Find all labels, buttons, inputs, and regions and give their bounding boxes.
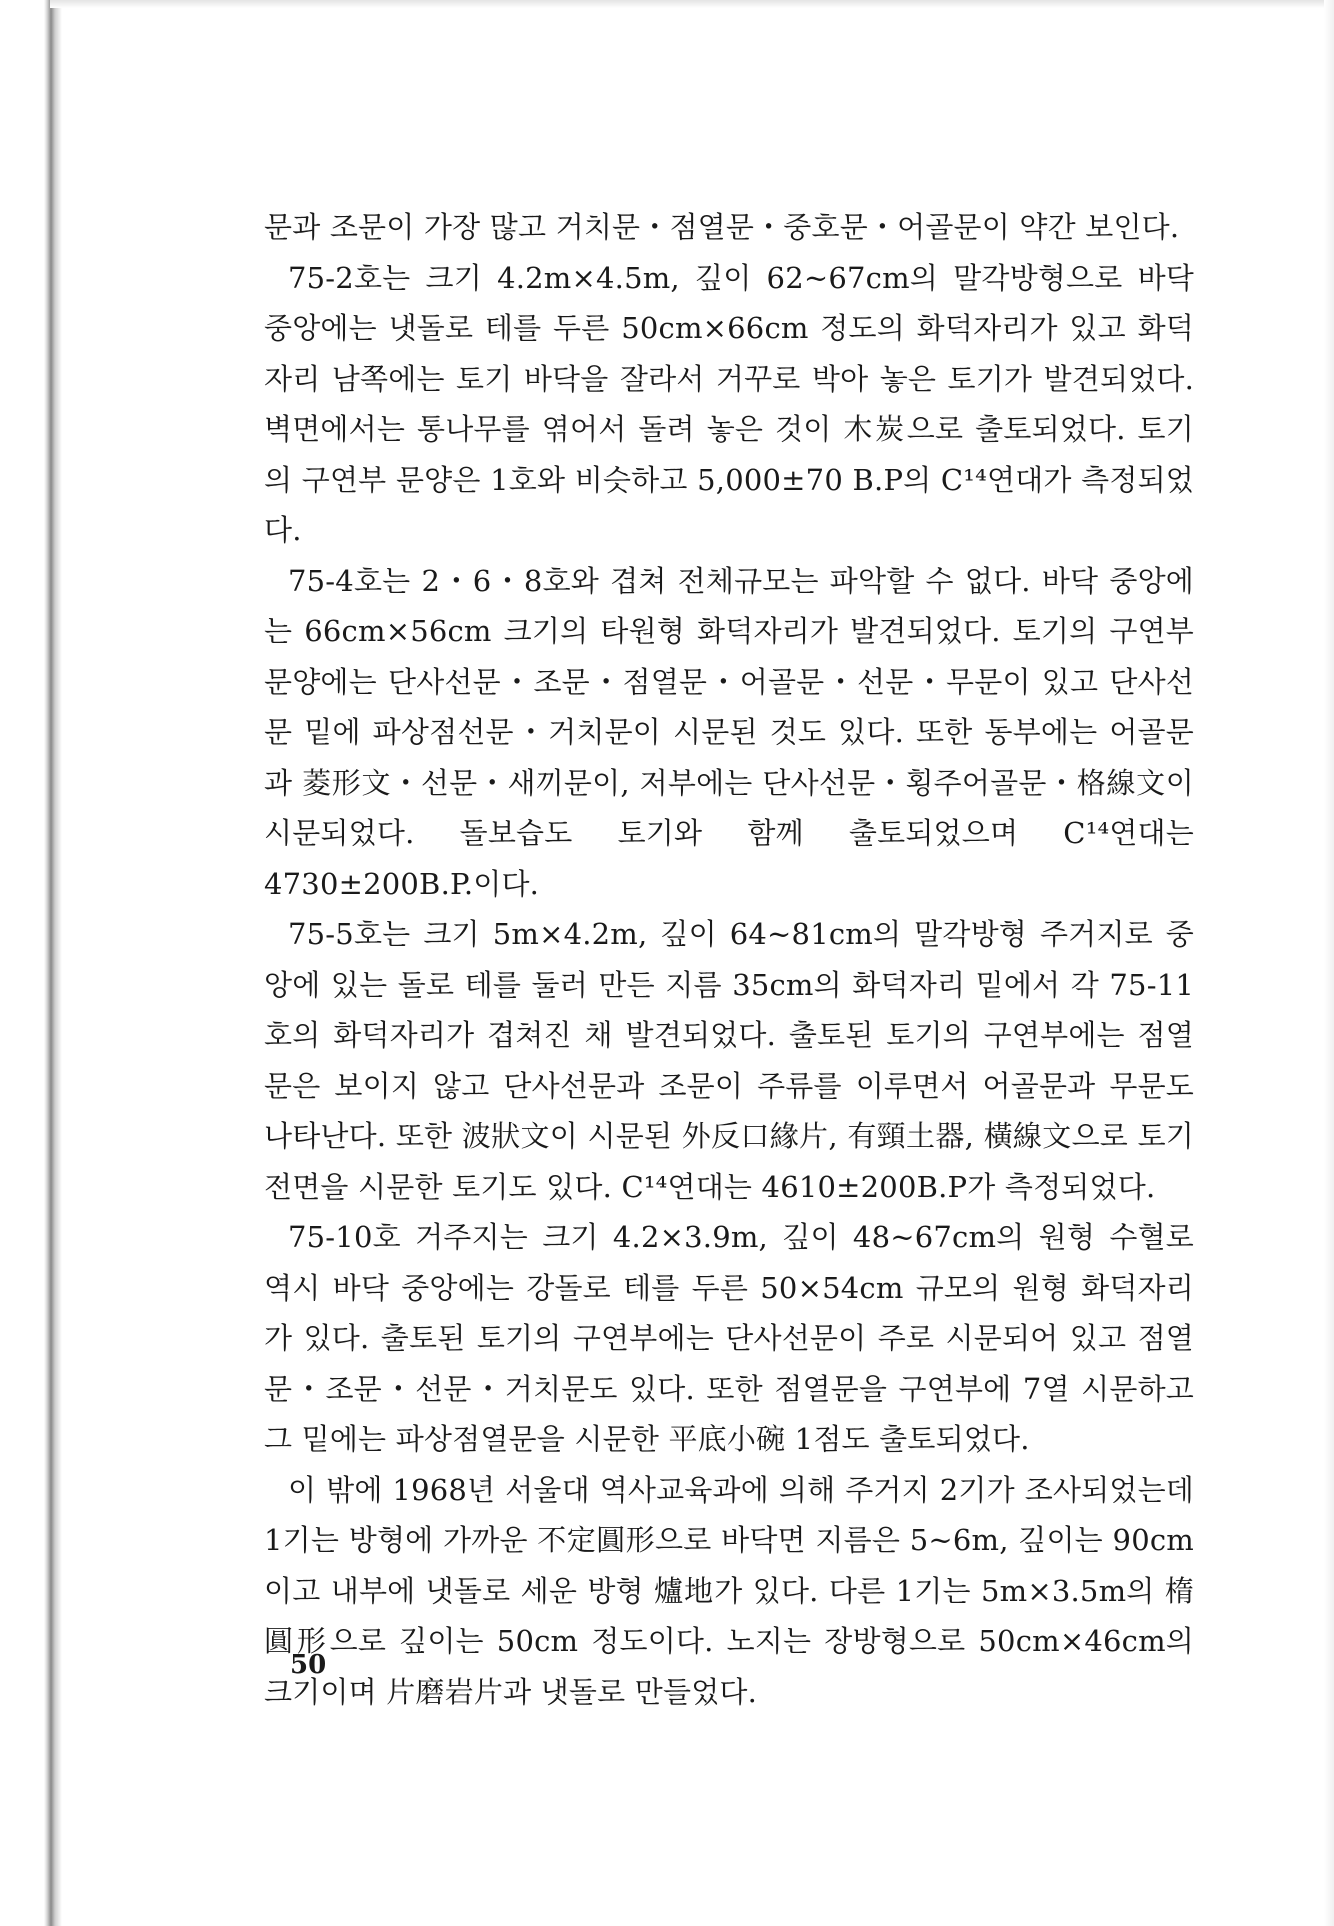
paragraph-house-75-2: 75-2호는 크기 4.2m×4.5m, 깊이 62~67cm의 말각방형으로 바닥 중앙에는 냇돌로 테를 두른 50cm×66cm 정도의 화덕자리가 있고 화덕자리 남쪽에는 토기 바닥을 잘라서 거꾸로 박아 놓은 토기가 발견되었다. 벽면에서는 통나무를 엮어서 돌려 놓은 것이 木炭으로 출토되었다. 토기의 구연부 문양은 1호와 비슷하고 5,000±70 B.P의 C¹⁴연대가 측정되었다. <box>264 260 1194 547</box>
page-number: 50 <box>290 1650 327 1680</box>
body-text <box>264 202 1194 1717</box>
book-spine-shadow <box>0 0 62 1926</box>
paragraph-continuation: 문과 조문이 가장 많고 거치문・점열문・중호문・어골문이 약간 보인다. <box>264 210 1180 244</box>
paragraph-house-75-5: 75-5호는 크기 5m×4.2m, 깊이 64~81cm의 말각방형 주거지로 중앙에 있는 돌로 테를 둘러 만든 지름 35cm의 화덕자리 밑에서 각 75-11호의 화덕자리가 겹쳐진 채 발견되었다. 출토된 토기의 구연부에는 점열문은 보이지 않고 단사선문과 조문이 주류를 이루면서 어골문과 무문도 나타난다. 또한 波狀文이 시문된 外反口緣片, 有頸土器, 橫線文으로 토기 전면을 시문한 토기도 있다. C¹⁴연대는 4610±200B.P가 측정되었다. <box>264 917 1194 1204</box>
page-top-edge <box>50 0 1334 8</box>
page-right-edge <box>1324 0 1334 1926</box>
paragraph-house-75-10: 75-10호 거주지는 크기 4.2×3.9m, 깊이 48~67cm의 원형 수혈로 역시 바닥 중앙에는 강돌로 테를 두른 50×54cm 규모의 원형 화덕자리가 있다. 출토된 토기의 구연부에는 단사선문이 주로 시문되어 있고 점열문・조문・선문・거치문도 있다. 또한 점열문을 구연부에 7열 시문하고 그 밑에는 파상점열문을 시문한 平底小碗 1점도 출토되었다. <box>264 1220 1194 1456</box>
paragraph-1968-survey: 이 밖에 1968년 서울대 역사교육과에 의해 주거지 2기가 조사되었는데 1기는 방형에 가까운 不定圓形으로 바닥면 지름은 5~6m, 깊이는 90cm이고 내부에 냇돌로 세운 방형 爐地가 있다. 다른 1기는 5m×3.5m의 楕圓形으로 깊이는 50cm 정도이다. 노지는 장방형으로 50cm×46cm의 크기이며 片磨岩片과 냇돌로 만들었다. <box>264 1472 1194 1709</box>
paragraph-house-75-4: 75-4호는 2・6・8호와 겹쳐 전체규모는 파악할 수 없다. 바닥 중앙에는 66cm×56cm 크기의 타원형 화덕자리가 발견되었다. 토기의 구연부 문양에는 단사선문・조문・점열문・어골문・선문・무문이 있고 단사선문 밑에 파상점선문・거치문이 시문된 것도 있다. 또한 동부에는 어골문과 菱形文・선문・새끼문이, 저부에는 단사선문・횡주어골문・格線文이 시문되었다. 돌보습도 토기와 함께 출토되었으며 C¹⁴연대는 4730±200B.P.이다. <box>264 563 1194 901</box>
